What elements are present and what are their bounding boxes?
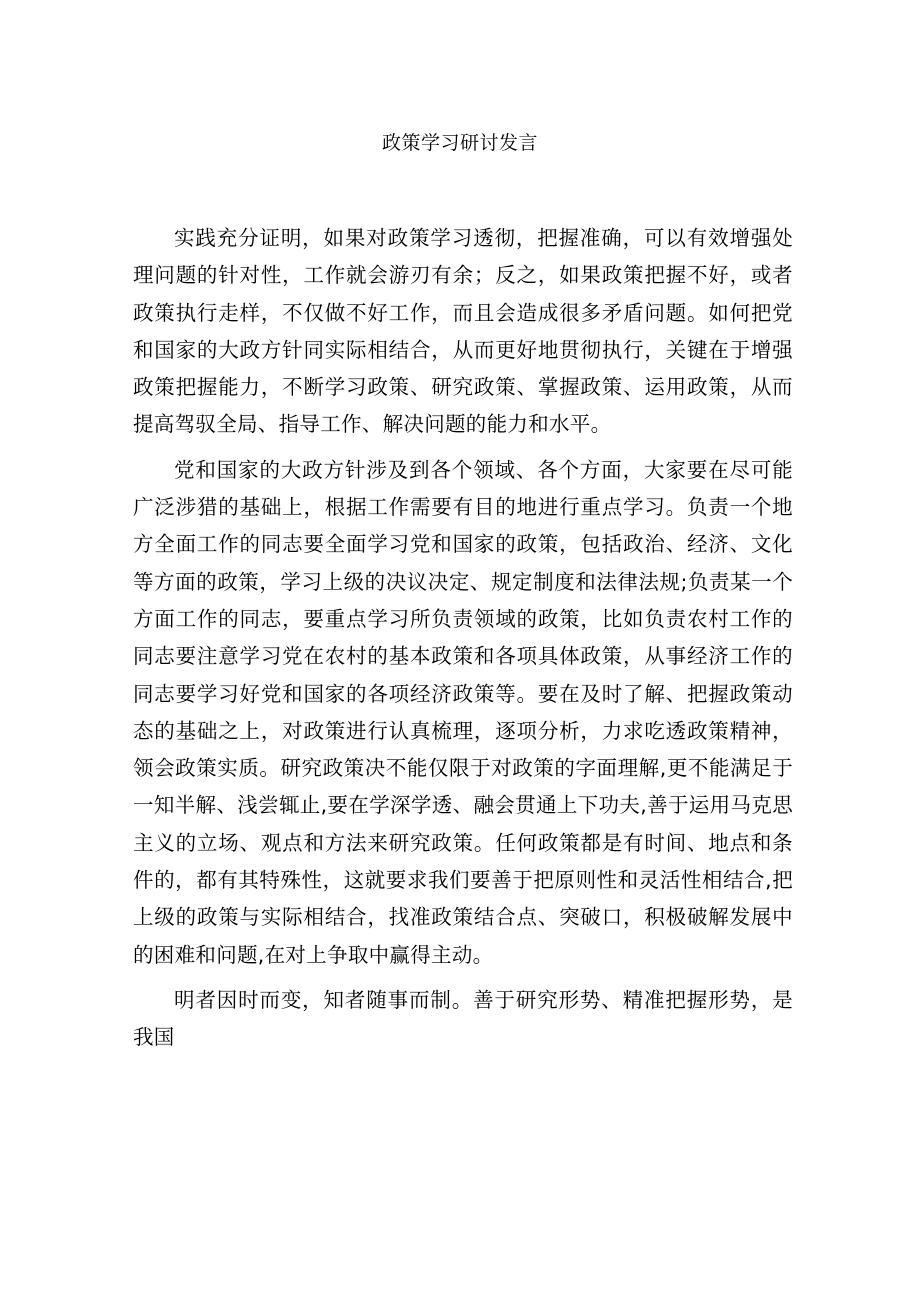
- paragraph-3: 明者因时而变，知者随事而制。善于研究形势、精准把握形势，是我国: [133, 987, 793, 1050]
- paragraph-2: 党和国家的大政方针涉及到各个领域、各个方面，大家要在尽可能广泛涉猎的基础上，根据工作需要有目的地进行重点学习。负责一个地方全面工作的同志要全面学习党和国家的政策，包括政治、经济、文化等方面的政策，学习上级的决议决定、规定制度和法律法规;负责某一个方面工作的同志，要重点学习所负责领域的政策，比如负责农村工作的同志要注意学习党在农村的基本政策和各项具体政策，从事经济工作的同志要学习好党和国家的各项经济政策等。要在及时了解、把握政策动态的基础之上，对政策进行认真梳理，逐项分析，力求吃透政策精神，领会政策实质。研究政策决不能仅限于对政策的字面理解,更不能满足于一知半解、浅尝辄止,要在学深学透、融会贯通上下功夫,善于运用马克思主义的立场、观点和方法来研究政策。任何政策都是有时间、地点和条件的，都有其特殊性，这就要求我们要善于把原则性和灵活性相结合,把上级的政策与实际相结合，找准政策结合点、突破口，积极破解发展中的困难和问题,在对上争取中赢得主动。: [133, 457, 793, 967]
- document-body: [133, 220, 793, 1065]
- paragraph-1: 实践充分证明，如果对政策学习透彻，把握准确，可以有效增强处理问题的针对性，工作就会游刃有余；反之，如果政策把握不好，或者政策执行走样，不仅做不好工作，而且会造成很多矛盾问题。如何把党和国家的大政方针同实际相结合，从而更好地贯彻执行，关键在于增强政策把握能力，不断学习政策、研究政策、掌握政策、运用政策，从而提高驾驭全局、指导工作、解决问题的能力和水平。: [133, 226, 793, 437]
- document-title: 政策学习研讨发言: [381, 132, 538, 154]
